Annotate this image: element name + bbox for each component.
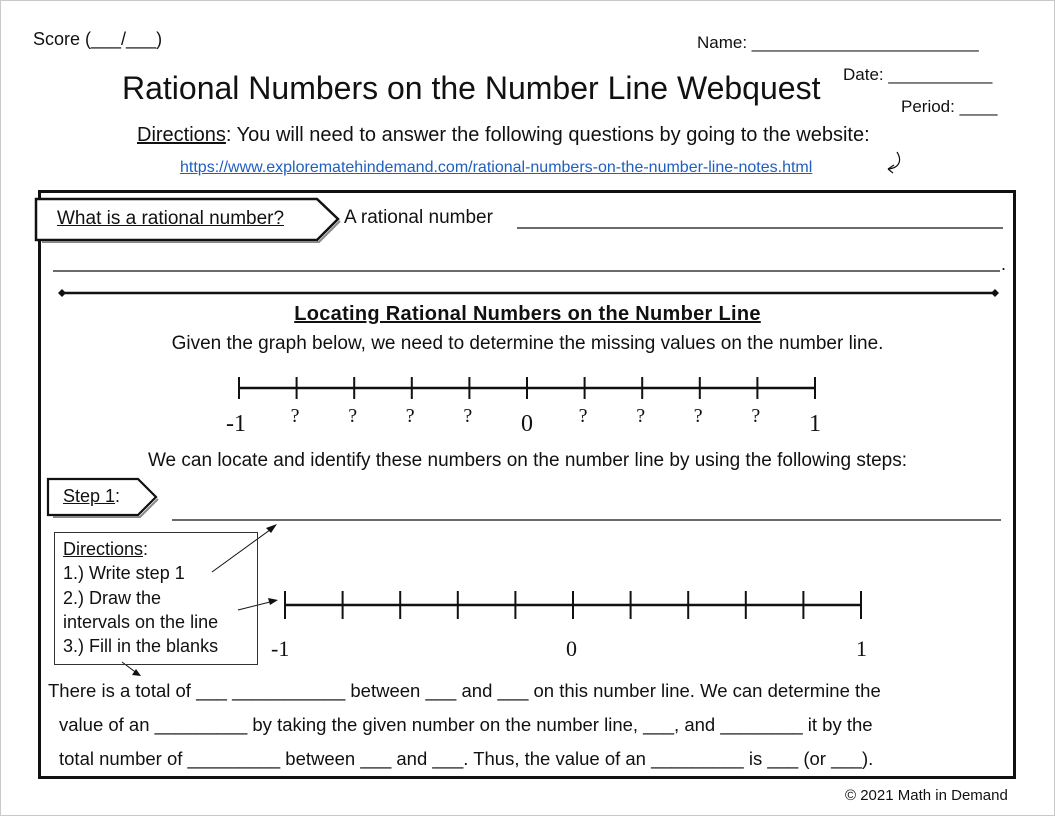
nl1-label: -1: [226, 411, 246, 437]
steps-intro: We can locate and identify these numbers on the number line by using the following steps:: [147, 450, 908, 471]
nl1-label: ?: [693, 405, 703, 427]
directions-box-title: [63, 539, 148, 560]
period-field: Period: ____: [901, 97, 998, 116]
directions-item: 3.) Fill in the blanks: [63, 636, 219, 656]
nl1-label: ?: [463, 405, 473, 427]
rational-number-prompt: A rational number: [344, 207, 493, 228]
paragraph-line-1: There is a total of ___ ___________ between ___ and ___ on this number line. We can determine the: [48, 680, 881, 701]
nl1-label: ?: [578, 405, 588, 427]
step-label-colon: :: [115, 486, 121, 506]
answer-period: .: [1001, 254, 1007, 274]
name-field: Name: ________________________: [697, 33, 979, 52]
nl1-label: 0: [521, 411, 533, 437]
nl1-label: ?: [751, 405, 761, 427]
nl1-label: ?: [348, 405, 358, 427]
page-title: Rational Numbers on the Number Line Webquest: [122, 70, 821, 106]
paragraph-line-3: total number of _________ between ___ and ___. Thus, the value of an _________ is ___ (or ___).: [59, 748, 874, 769]
step-label: [63, 486, 120, 507]
copyright: © 2021 Math in Demand: [845, 787, 1008, 804]
directions-box-colon: :: [143, 539, 149, 559]
nl1-label: ?: [290, 405, 300, 427]
directions-item: 2.) Draw the: [63, 588, 162, 608]
date-field: Date: ___________: [843, 65, 993, 84]
nl1-label: 1: [809, 411, 821, 437]
divider-left-diamond-icon: [58, 289, 66, 297]
score-field: Score (___/___): [33, 29, 163, 49]
arrow-to-number-line-head-icon: [268, 598, 278, 605]
directions-label: Directions: [137, 124, 226, 146]
paragraph-line-2: value of an _________ by taking the given number on the number line, ___, and ________ it by the: [59, 714, 873, 735]
directions-box-label: Directions: [63, 539, 144, 559]
nl1-label: ?: [636, 405, 646, 427]
given-text: Given the graph below, we need to determine the missing values on the number line.: [171, 333, 884, 354]
directions-item: 1.) Write step 1: [63, 563, 185, 583]
question-label: What is a rational number?: [57, 208, 285, 229]
nl2-label: 1: [856, 636, 867, 661]
directions-text: : You will need to answer the following questions by going to the website:: [225, 124, 870, 146]
nl1-label: ?: [405, 405, 415, 427]
step-label-text: Step 1: [63, 486, 116, 506]
return-arrow-icon: [888, 152, 900, 169]
nl2-label: 0: [566, 636, 577, 661]
section-title: Locating Rational Numbers on the Number Line: [294, 303, 761, 325]
divider-right-diamond-icon: [991, 289, 999, 297]
website-link[interactable]: https://www.explorematehindemand.com/rational-numbers-on-the-number-line-notes.html: [180, 159, 813, 176]
directions-item: intervals on the line: [63, 612, 219, 632]
nl2-label: -1: [271, 636, 290, 661]
